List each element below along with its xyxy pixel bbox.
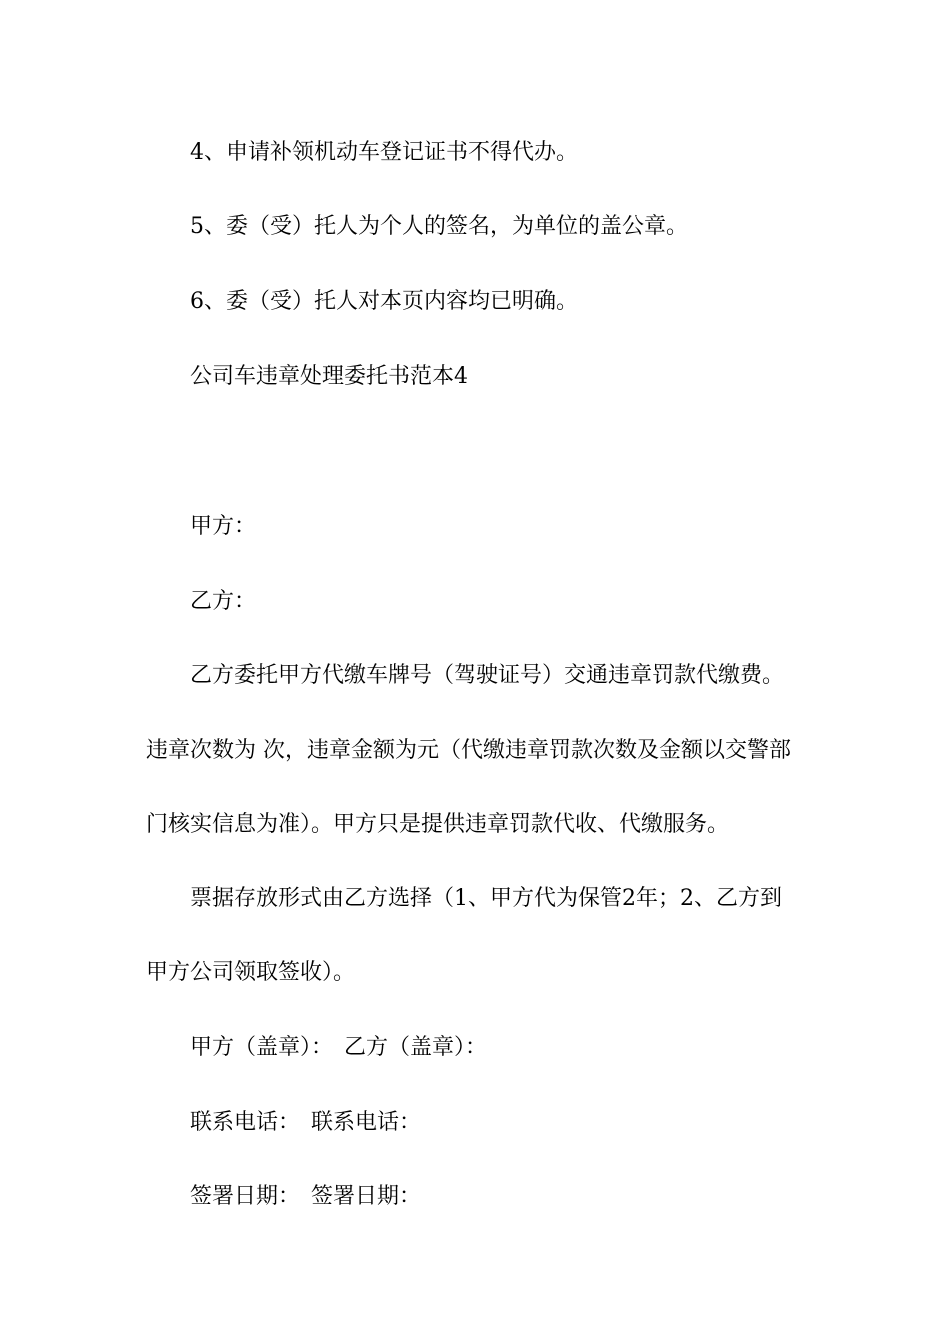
item-6-text: 6、委（受）托人对本页内容均已明确。: [190, 289, 578, 314]
date-line: 签署日期： 签署日期：: [190, 1184, 422, 1209]
item-4-text: 4、申请补领机动车登记证书不得代办。: [190, 140, 578, 165]
section-title: 公司车违章处理委托书范本4: [190, 364, 468, 389]
seal-line: 甲方（盖章）： 乙方（盖章）：: [190, 1035, 488, 1060]
body-paragraph-1-line-3: 门核实信息为准）。甲方只是提供违章罚款代收、代缴服务。: [146, 812, 730, 837]
party-b-label: 乙方：: [190, 589, 257, 614]
phone-line: 联系电话： 联系电话：: [190, 1110, 422, 1135]
body-paragraph-1-line-2: 违章次数为 次，违章金额为元（代缴违章罚款次数及金额以交警部: [146, 738, 791, 763]
body-paragraph-2-line-1: 票据存放形式由乙方选择（1、甲方代为保管2年；2、乙方到: [190, 886, 782, 911]
item-5-text: 5、委（受）托人为个人的签名，为单位的盖公章。: [190, 214, 688, 239]
body-paragraph-2-line-2: 甲方公司领取签收）。: [146, 960, 356, 985]
body-paragraph-1-line-1: 乙方委托甲方代缴车牌号（驾驶证号）交通违章罚款代缴费。: [190, 663, 785, 688]
party-a-label: 甲方：: [190, 514, 257, 539]
